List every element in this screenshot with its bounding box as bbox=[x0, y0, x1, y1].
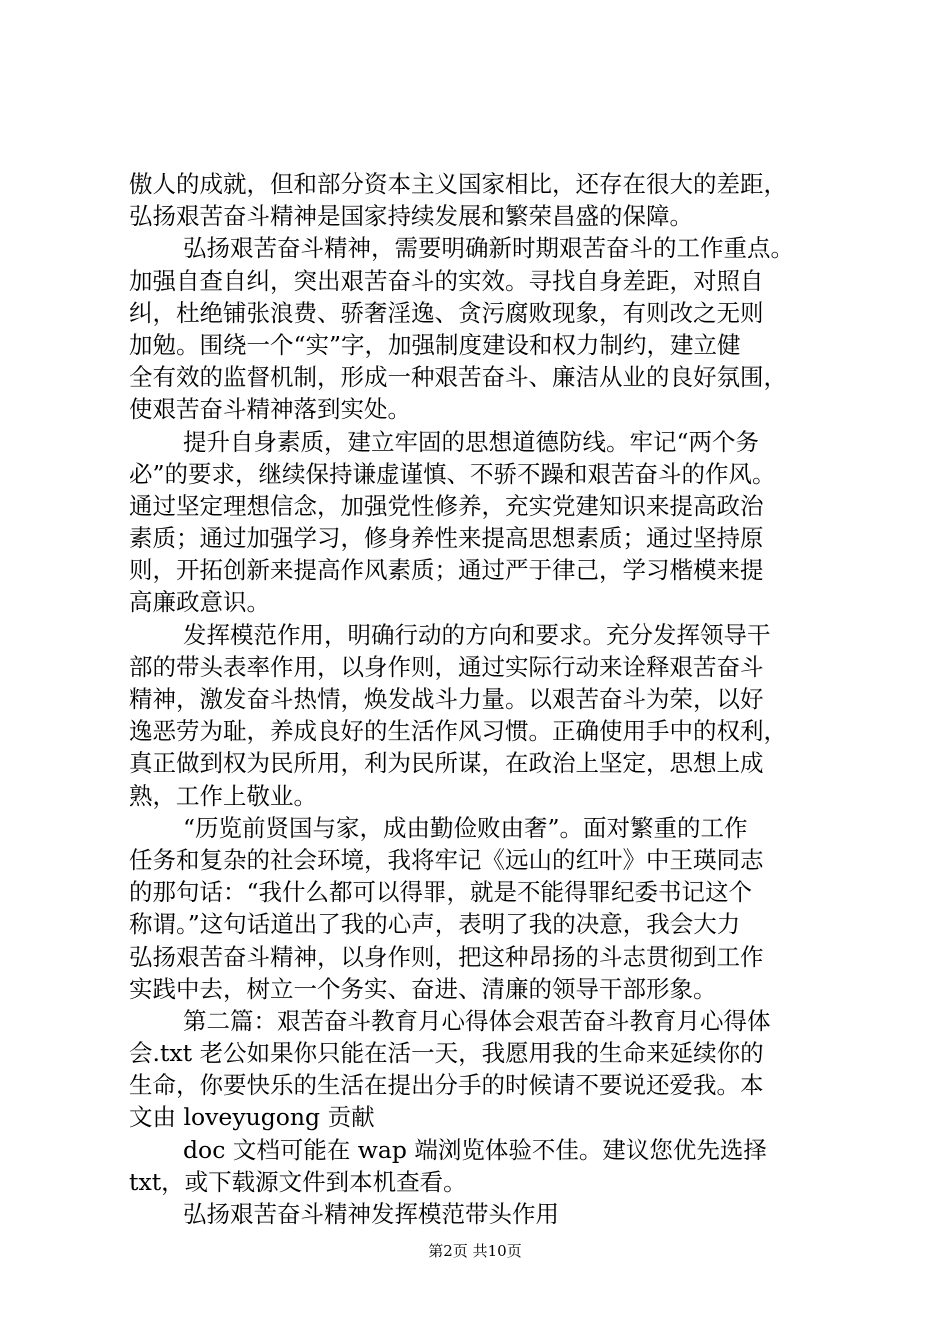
text-line: 弘扬艰苦奋斗精神是国家持续发展和繁荣昌盛的保障。 bbox=[129, 202, 693, 231]
text-line: 素质；通过加强学习，修身养性来提高思想素质；通过坚持原 bbox=[129, 524, 764, 553]
text-line: 任务和复杂的社会环境，我将牢记《远山的红叶》中王瑛同志 bbox=[129, 845, 764, 874]
text-line: 加强自查自纠，突出艰苦奋斗的实效。寻找自身差距，对照自 bbox=[129, 266, 764, 295]
text-line: 真正做到权为民所用，利为民所谋，在政治上坚定，思想上成 bbox=[129, 749, 764, 778]
text-line: txt，或下载源文件到本机查看。 bbox=[129, 1167, 467, 1196]
text-line: 纠，杜绝铺张浪费、骄奢淫逸、贪污腐败现象，有则改之无则 bbox=[129, 298, 764, 327]
text-line: 实践中去，树立一个务实、奋进、清廉的领导干部形象。 bbox=[129, 974, 717, 1003]
document-body bbox=[129, 168, 829, 1230]
text-line: 弘扬艰苦奋斗精神，以身作则，把这种昂扬的斗志贯彻到工作 bbox=[129, 942, 764, 971]
text-line: 第二篇：艰苦奋斗教育月心得体会艰苦奋斗教育月心得体 bbox=[183, 1006, 771, 1035]
text-line: 弘扬艰苦奋斗精神，需要明确新时期艰苦奋斗的工作重点。 bbox=[183, 234, 794, 263]
text-line: 精神，激发奋斗热情，焕发战斗力量。以艰苦奋斗为荣，以好 bbox=[129, 685, 764, 713]
text-line: 通过坚定理想信念，加强党性修养，充实党建知识来提高政治 bbox=[129, 491, 764, 520]
text-line: 全有效的监督机制，形成一种艰苦奋斗、廉洁从业的良好氛围， bbox=[129, 363, 787, 392]
text-line: 部的带头表率作用，以身作则，通过实际行动来诠释艰苦奋斗 bbox=[129, 652, 764, 681]
page-footer: 第2页 共10页 bbox=[428, 1242, 522, 1260]
text-line: 的那句话：“我什么都可以得罪，就是不能得罪纪委书记这个 bbox=[129, 878, 753, 907]
text-line: 逸恶劳为耻，养成良好的生活作风习惯。正确使用手中的权利， bbox=[129, 717, 787, 746]
text-line: 提升自身素质，建立牢固的思想道德防线。牢记“两个务 bbox=[183, 427, 760, 456]
text-line: 熟，工作上敬业。 bbox=[129, 781, 317, 810]
text-line: 称谓。”这句话道出了我的心声，表明了我的决意，我会大力 bbox=[129, 910, 741, 939]
text-line: 弘扬艰苦奋斗精神发挥模范带头作用 bbox=[183, 1200, 559, 1228]
text-line: 文由 loveyugong 贡献 bbox=[129, 1103, 375, 1132]
text-line: 使艰苦奋斗精神落到实处。 bbox=[129, 395, 411, 424]
text-line: doc 文档可能在 wap 端浏览体验不佳。建议您优先选择 bbox=[183, 1135, 767, 1164]
text-line: 会.txt 老公如果你只能在活一天，我愿用我的生命来延续你的 bbox=[129, 1039, 764, 1068]
text-line: 则，开拓创新来提高作风素质；通过严于律己，学习楷模来提 bbox=[129, 556, 764, 585]
text-line: 生命，你要快乐的生活在提出分手的时候请不要说还爱我。本 bbox=[129, 1071, 764, 1100]
text-line: “历览前贤国与家，成由勤俭败由奢”。面对繁重的工作 bbox=[183, 813, 748, 842]
text-line: 发挥模范作用，明确行动的方向和要求。充分发挥领导干 bbox=[183, 620, 771, 649]
text-line: 加勉。围绕一个“实”字，加强制度建设和权力制约，建立健 bbox=[129, 330, 741, 359]
text-line: 必”的要求，继续保持谦虚谨慎、不骄不躁和艰苦奋斗的作风。 bbox=[129, 459, 776, 488]
text-line: 傲人的成就，但和部分资本主义国家相比，还存在很大的差距， bbox=[129, 170, 787, 198]
text-line: 高廉政意识。 bbox=[129, 588, 270, 617]
